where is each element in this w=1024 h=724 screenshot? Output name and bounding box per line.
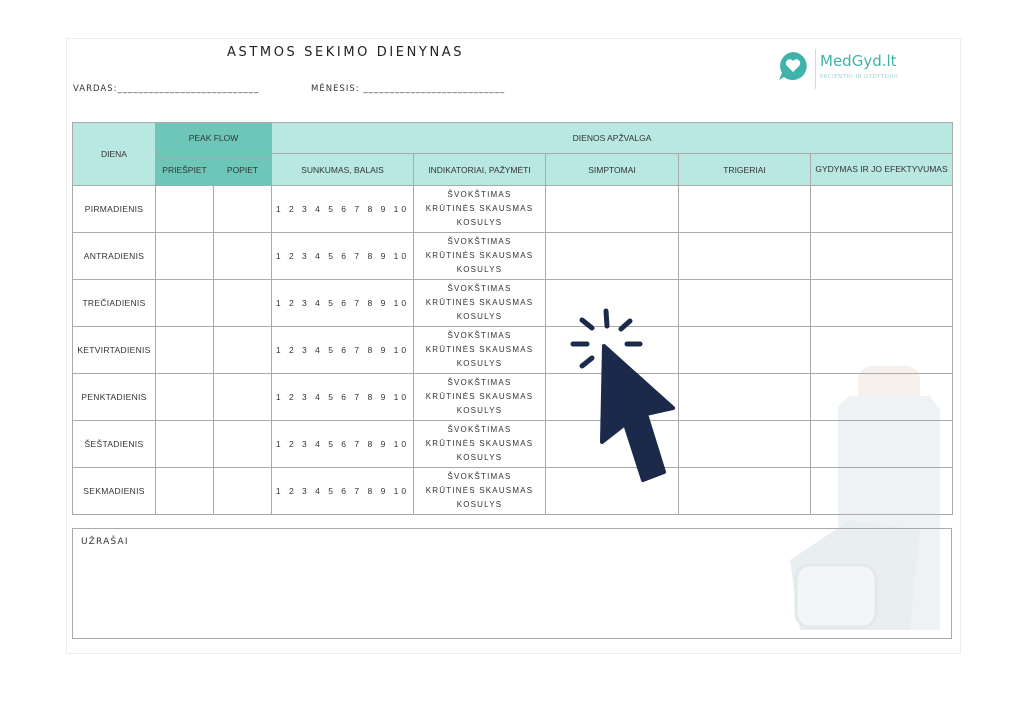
day-cell: ANTRADIENIS bbox=[73, 233, 156, 280]
indicator-option[interactable]: KRŪTINĖS SKAUSMAS bbox=[425, 392, 534, 401]
name-label: VARDAS: bbox=[73, 84, 118, 94]
peak-evening-cell[interactable] bbox=[214, 421, 272, 468]
day-cell: SEKMADIENIS bbox=[73, 468, 156, 515]
indicator-option[interactable]: KOSULYS bbox=[456, 406, 503, 415]
table-row bbox=[73, 327, 953, 374]
table-row bbox=[73, 374, 953, 421]
name-field bbox=[73, 84, 259, 94]
treatment-cell[interactable] bbox=[811, 421, 953, 468]
diary-table bbox=[72, 122, 953, 515]
header-severity: SUNKUMAS, BALAIS bbox=[272, 154, 414, 186]
triggers-cell[interactable] bbox=[679, 186, 811, 233]
indicator-option[interactable]: ŠVOKŠTIMAS bbox=[447, 190, 512, 199]
treatment-cell[interactable] bbox=[811, 374, 953, 421]
severity-scale-cell[interactable]: 1 2 3 4 5 6 7 8 9 10 bbox=[272, 327, 414, 374]
triggers-cell[interactable] bbox=[679, 421, 811, 468]
logo-name: MedGyd.lt bbox=[820, 52, 897, 70]
peak-morning-cell[interactable] bbox=[156, 468, 214, 515]
month-label: MĖNESIS: bbox=[311, 84, 360, 94]
peak-morning-cell[interactable] bbox=[156, 374, 214, 421]
treatment-cell[interactable] bbox=[811, 233, 953, 280]
indicator-option[interactable]: KRŪTINĖS SKAUSMAS bbox=[425, 439, 534, 448]
header-day: DIENA bbox=[73, 123, 156, 186]
severity-scale-cell[interactable]: 1 2 3 4 5 6 7 8 9 10 bbox=[272, 186, 414, 233]
table-row bbox=[73, 421, 953, 468]
severity-scale-cell[interactable]: 1 2 3 4 5 6 7 8 9 10 bbox=[272, 233, 414, 280]
indicator-option[interactable]: ŠVOKŠTIMAS bbox=[447, 331, 512, 340]
peak-morning-cell[interactable] bbox=[156, 421, 214, 468]
severity-scale-cell[interactable]: 1 2 3 4 5 6 7 8 9 10 bbox=[272, 374, 414, 421]
severity-scale-cell[interactable]: 1 2 3 4 5 6 7 8 9 10 bbox=[272, 468, 414, 515]
table-row bbox=[73, 280, 953, 327]
treatment-cell[interactable] bbox=[811, 280, 953, 327]
peak-evening-cell[interactable] bbox=[214, 327, 272, 374]
severity-scale-cell[interactable]: 1 2 3 4 5 6 7 8 9 10 bbox=[272, 280, 414, 327]
treatment-cell[interactable] bbox=[811, 468, 953, 515]
header-peak-evening: POPIET bbox=[214, 154, 272, 186]
heart-speech-bubble-icon bbox=[778, 51, 808, 81]
indicator-option[interactable]: ŠVOKŠTIMAS bbox=[447, 237, 512, 246]
indicator-option[interactable]: KOSULYS bbox=[456, 453, 503, 462]
indicator-option[interactable]: KRŪTINĖS SKAUSMAS bbox=[425, 251, 534, 260]
logo-divider bbox=[815, 49, 816, 89]
header-peak-flow: PEAK FLOW bbox=[156, 123, 272, 154]
indicator-option[interactable]: KOSULYS bbox=[456, 359, 503, 368]
peak-evening-cell[interactable] bbox=[214, 186, 272, 233]
month-field bbox=[311, 84, 505, 94]
day-cell: ŠEŠTADIENIS bbox=[73, 421, 156, 468]
header-indicators: INDIKATORIAI, PAŽYMĖTI bbox=[414, 154, 546, 186]
indicator-option[interactable]: KRŪTINĖS SKAUSMAS bbox=[425, 486, 534, 495]
header-day-overview: DIENOS APŽVALGA bbox=[272, 123, 953, 154]
treatment-cell[interactable] bbox=[811, 186, 953, 233]
indicator-option[interactable]: ŠVOKŠTIMAS bbox=[447, 472, 512, 481]
indicator-option[interactable]: KRŪTINĖS SKAUSMAS bbox=[425, 298, 534, 307]
table-row bbox=[73, 186, 953, 233]
indicator-option[interactable]: KOSULYS bbox=[456, 312, 503, 321]
indicators-cell[interactable] bbox=[414, 233, 546, 280]
name-line: ___________________________ bbox=[117, 84, 260, 94]
indicator-option[interactable]: KRŪTINĖS SKAUSMAS bbox=[425, 204, 534, 213]
header-triggers: TRIGERIAI bbox=[679, 154, 811, 186]
click-cursor-icon bbox=[568, 306, 680, 486]
indicator-option[interactable]: KOSULYS bbox=[456, 218, 503, 227]
peak-evening-cell[interactable] bbox=[214, 233, 272, 280]
header-peak-morning: PRIEŠPIET bbox=[156, 154, 214, 186]
peak-evening-cell[interactable] bbox=[214, 468, 272, 515]
severity-scale-cell[interactable]: 1 2 3 4 5 6 7 8 9 10 bbox=[272, 421, 414, 468]
peak-morning-cell[interactable] bbox=[156, 327, 214, 374]
treatment-cell[interactable] bbox=[811, 327, 953, 374]
day-cell: KETVIRTADIENIS bbox=[73, 327, 156, 374]
medgyd-logo bbox=[778, 49, 928, 89]
peak-evening-cell[interactable] bbox=[214, 280, 272, 327]
month-line: ___________________________ bbox=[363, 84, 506, 94]
header-symptoms: SIMPTOMAI bbox=[546, 154, 679, 186]
indicators-cell[interactable] bbox=[414, 421, 546, 468]
triggers-cell[interactable] bbox=[679, 468, 811, 515]
peak-morning-cell[interactable] bbox=[156, 186, 214, 233]
notes-label: UŽRAŠAI bbox=[81, 537, 129, 547]
diary-body bbox=[73, 186, 953, 515]
peak-morning-cell[interactable] bbox=[156, 280, 214, 327]
triggers-cell[interactable] bbox=[679, 233, 811, 280]
indicator-option[interactable]: KRŪTINĖS SKAUSMAS bbox=[425, 345, 534, 354]
table-row bbox=[73, 233, 953, 280]
table-row bbox=[73, 468, 953, 515]
triggers-cell[interactable] bbox=[679, 327, 811, 374]
day-cell: PENKTADIENIS bbox=[73, 374, 156, 421]
notes-box bbox=[72, 528, 952, 639]
header-treatment: GYDYMAS IR JO EFEKTYVUMAS bbox=[811, 154, 953, 186]
indicator-option[interactable]: ŠVOKŠTIMAS bbox=[447, 378, 512, 387]
indicators-cell[interactable] bbox=[414, 280, 546, 327]
indicator-option[interactable]: ŠVOKŠTIMAS bbox=[447, 425, 512, 434]
indicators-cell[interactable] bbox=[414, 186, 546, 233]
day-cell: PIRMADIENIS bbox=[73, 186, 156, 233]
logo-tagline: PACIENTUI IR GYDYTOJUI bbox=[820, 74, 899, 80]
indicators-cell[interactable] bbox=[414, 374, 546, 421]
indicator-option[interactable]: ŠVOKŠTIMAS bbox=[447, 284, 512, 293]
indicators-cell[interactable] bbox=[414, 327, 546, 374]
symptoms-cell[interactable] bbox=[546, 233, 679, 280]
page-title: ASTMOS SEKIMO DIENYNAS bbox=[227, 45, 465, 60]
indicator-option[interactable]: KOSULYS bbox=[456, 500, 503, 509]
peak-morning-cell[interactable] bbox=[156, 233, 214, 280]
symptoms-cell[interactable] bbox=[546, 186, 679, 233]
indicators-cell[interactable] bbox=[414, 468, 546, 515]
triggers-cell[interactable] bbox=[679, 280, 811, 327]
triggers-cell[interactable] bbox=[679, 374, 811, 421]
indicator-option[interactable]: KOSULYS bbox=[456, 265, 503, 274]
peak-evening-cell[interactable] bbox=[214, 374, 272, 421]
day-cell: TREČIADIENIS bbox=[73, 280, 156, 327]
